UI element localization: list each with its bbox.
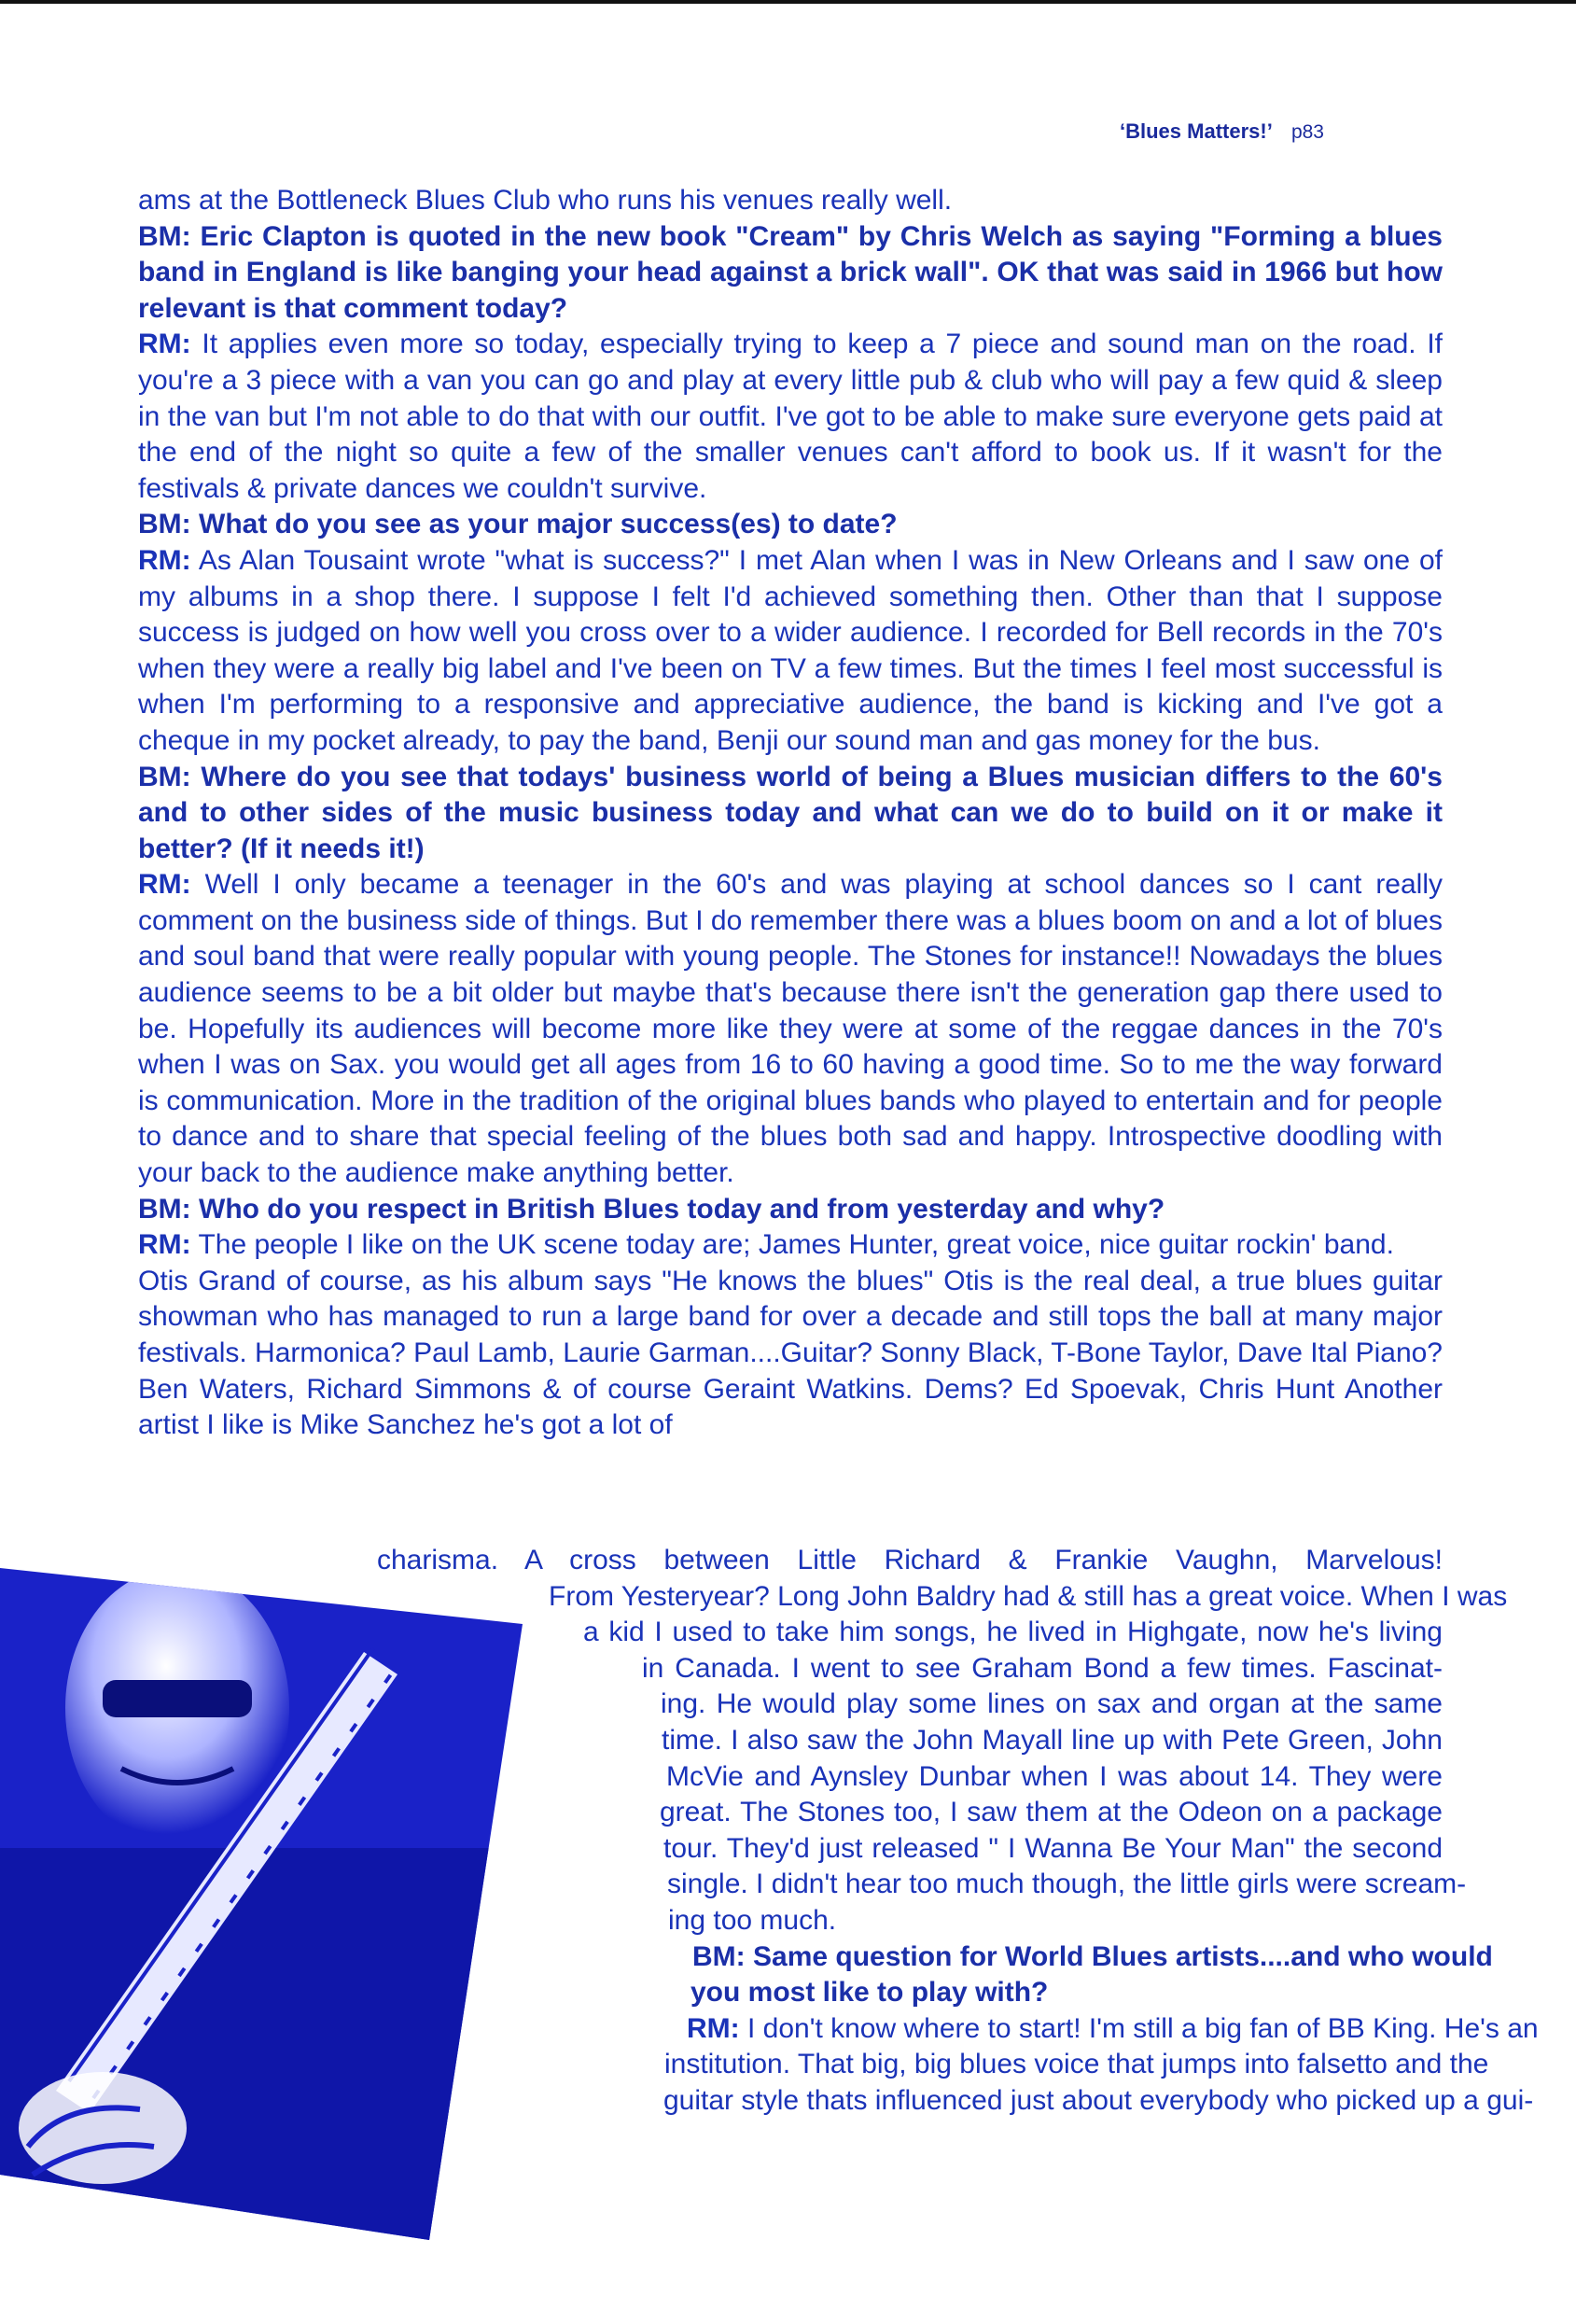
speaker-label: BM: — [138, 761, 191, 792]
answer-line — [668, 1903, 1443, 1939]
speaker-label: BM: — [138, 1193, 191, 1225]
speaker-label: RM: — [138, 869, 191, 901]
answer-line — [377, 1543, 1443, 1579]
answer-line — [663, 1831, 1443, 1868]
question-line — [690, 1975, 1443, 2011]
paragraph-text: Well I only became a teenager in the 60's and was playing at school dances so I cant really comment on the business side of things. But I do remember there was a blues boom on and a lot of blues and soul band that were really popular with young people. The Stones for instance!! Nowadays the blues audience seems to be a bit older but maybe that's because there isn't the generation gap there used to be. Hopefully its audiences will become more like they were at some of the reggae dances in the 70's when I was on Sax. you would get all ages from 16 to 60 having a good time. So to me the way forward is communication. More in the tradition of the original blues bands who played to entertain and for people to dance and to share that special feeling of the blues both sad and happy. Introspective doodling with your back to the audience make anything better. — [138, 869, 1444, 1189]
line-text: in Canada. I went to see Graham Bond a few times. Fascinat- — [642, 1652, 1443, 1684]
speaker-label: RM: — [687, 2012, 740, 2044]
interview-question — [138, 219, 1443, 328]
magazine-title: ‘Blues Matters!’ — [1120, 119, 1273, 143]
interview-question — [138, 1192, 1443, 1228]
answer-line — [666, 1759, 1443, 1796]
running-head — [1120, 119, 1324, 144]
page-number: p83 — [1290, 121, 1324, 143]
line-text: ing too much. — [668, 1904, 837, 1936]
answer-line — [662, 1723, 1443, 1759]
speaker-label: BM: — [138, 220, 191, 252]
answer-line — [661, 1687, 1443, 1723]
answer-line — [549, 1579, 1508, 1616]
answer-line — [667, 1867, 1467, 1903]
interview-answer — [138, 1227, 1443, 1264]
wrapped-text-lines — [136, 1543, 1539, 2120]
paragraph-text: What do you see as your major success(es) to date? — [199, 509, 898, 540]
top-rule — [0, 0, 1576, 4]
line-text: institution. That big, big blues voice that jumps into falsetto and the — [664, 2049, 1489, 2080]
interview-answer — [138, 1264, 1443, 1444]
answer-line — [687, 2011, 1539, 2048]
interview-question — [138, 507, 1443, 543]
interview-answer — [138, 543, 1443, 760]
speaker-label: RM: — [138, 1229, 191, 1261]
speaker-label: RM: — [138, 329, 191, 360]
line-text: I don't know where to start! I'm still a big fan of BB King. He's an — [747, 2012, 1539, 2044]
line-text: a kid I used to take him songs, he lived in Highgate, now he's living — [583, 1617, 1443, 1648]
paragraph-text: Where do you see that todays' business world of being a Blues musician differs to the 60's and to other sides of the music business today and what can we do to build on it or make it better? (If it needs it!) — [138, 761, 1443, 864]
answer-line — [663, 2083, 1534, 2120]
line-text: single. I didn't hear too much though, the little girls were scream- — [667, 1869, 1467, 1900]
answer-line — [583, 1615, 1443, 1651]
line-text: Same question for World Blues artists....and who would — [753, 1940, 1493, 1972]
article-body — [138, 183, 1443, 1444]
speaker-label: BM: — [692, 1940, 746, 1972]
line-text: ing. He would play some lines on sax and organ at the same — [661, 1688, 1443, 1720]
interview-question — [138, 760, 1443, 868]
line-text: guitar style thats influenced just about everybody who picked up a gui- — [663, 2084, 1534, 2116]
paragraph-text: Otis Grand of course, as his album says "He knows the blues" Otis is the real deal, a true blues guitar showman who has managed to run a large band for over a decade and still tops the ball at many major festivals. Harmonica? Paul Lamb, Laurie Garman....Guitar? Sonny Black, T-Bone Taylor, Dave Ital Piano? Ben Waters, Richard Simmons & of course Geraint Watkins. Dems? Ed Spoevak, Chris Hunt Another artist I like is Mike Sanchez he's got a lot of — [138, 1265, 1443, 1441]
line-text: time. I also saw the John Mayall line up with Pete Green, John — [662, 1724, 1443, 1756]
paragraph-text: ams at the Bottleneck Blues Club who runs his venues really well. — [138, 185, 953, 216]
question-line — [692, 1939, 1493, 1976]
answer-line — [642, 1651, 1443, 1687]
paragraph-text: The people I like on the UK scene today are; James Hunter, great voice, nice guitar rockin' band. — [198, 1229, 1394, 1261]
paragraph-text: Who do you respect in British Blues today and from yesterday and why? — [199, 1193, 1165, 1225]
interview-answer — [138, 867, 1443, 1191]
speaker-label: RM: — [138, 544, 191, 576]
line-text: you most like to play with? — [690, 1977, 1049, 2009]
answer-line — [664, 2047, 1489, 2083]
paragraph-text: As Alan Tousaint wrote "what is success?" I met Alan when I was in New Orleans and I saw one of my albums in a shop there. I suppose I felt I'd achieved something then. Other than that I suppose success is judged on how well you cross over to a wider audience. I recorded for Bell records in the 70's when they were a really big label and I've been on TV a few times. But the times I feel most successful is when I'm performing to a responsive and appreciative audience, the band is kicking and I've got a cheque in my pocket already, to pay the band, Benji our sound man and gas money for the bus. — [138, 544, 1443, 756]
line-text: tour. They'd just released " I Wanna Be Your Man" the second — [663, 1832, 1443, 1864]
line-text: great. The Stones too, I saw them at the Odeon on a package — [660, 1797, 1443, 1828]
speaker-label: BM: — [138, 509, 191, 540]
answer-line — [660, 1795, 1443, 1831]
line-text: From Yesteryear? Long John Baldry had & still has a great voice. When I was — [549, 1580, 1508, 1612]
line-text: McVie and Aynsley Dunbar when I was about 14. They were — [666, 1760, 1443, 1792]
line-text: charisma. A cross between Little Richard & Frankie Vaughn, Marvelous! — [377, 1545, 1443, 1575]
interview-answer — [138, 327, 1443, 507]
paragraph-text: Eric Clapton is quoted in the new book "Cream" by Chris Welch as saying "Forming a blues band in England is like banging your head against a brick wall". OK that was said in 1966 but how relevant is that comment today? — [138, 220, 1443, 324]
interview-answer — [138, 183, 1443, 219]
paragraph-text: It applies even more so today, especially trying to keep a 7 piece and sound man on the road. If you're a 3 piece with a van you can go and play at every little pub & club who will pay a few quid & sleep in the van but I'm not able to do that with our outfit. I've got to be able to make sure everyone gets paid at the end of the night so quite a few of the smaller venues can't afford to book us. If it wasn't for the festivals & private dances we couldn't survive. — [138, 329, 1443, 504]
